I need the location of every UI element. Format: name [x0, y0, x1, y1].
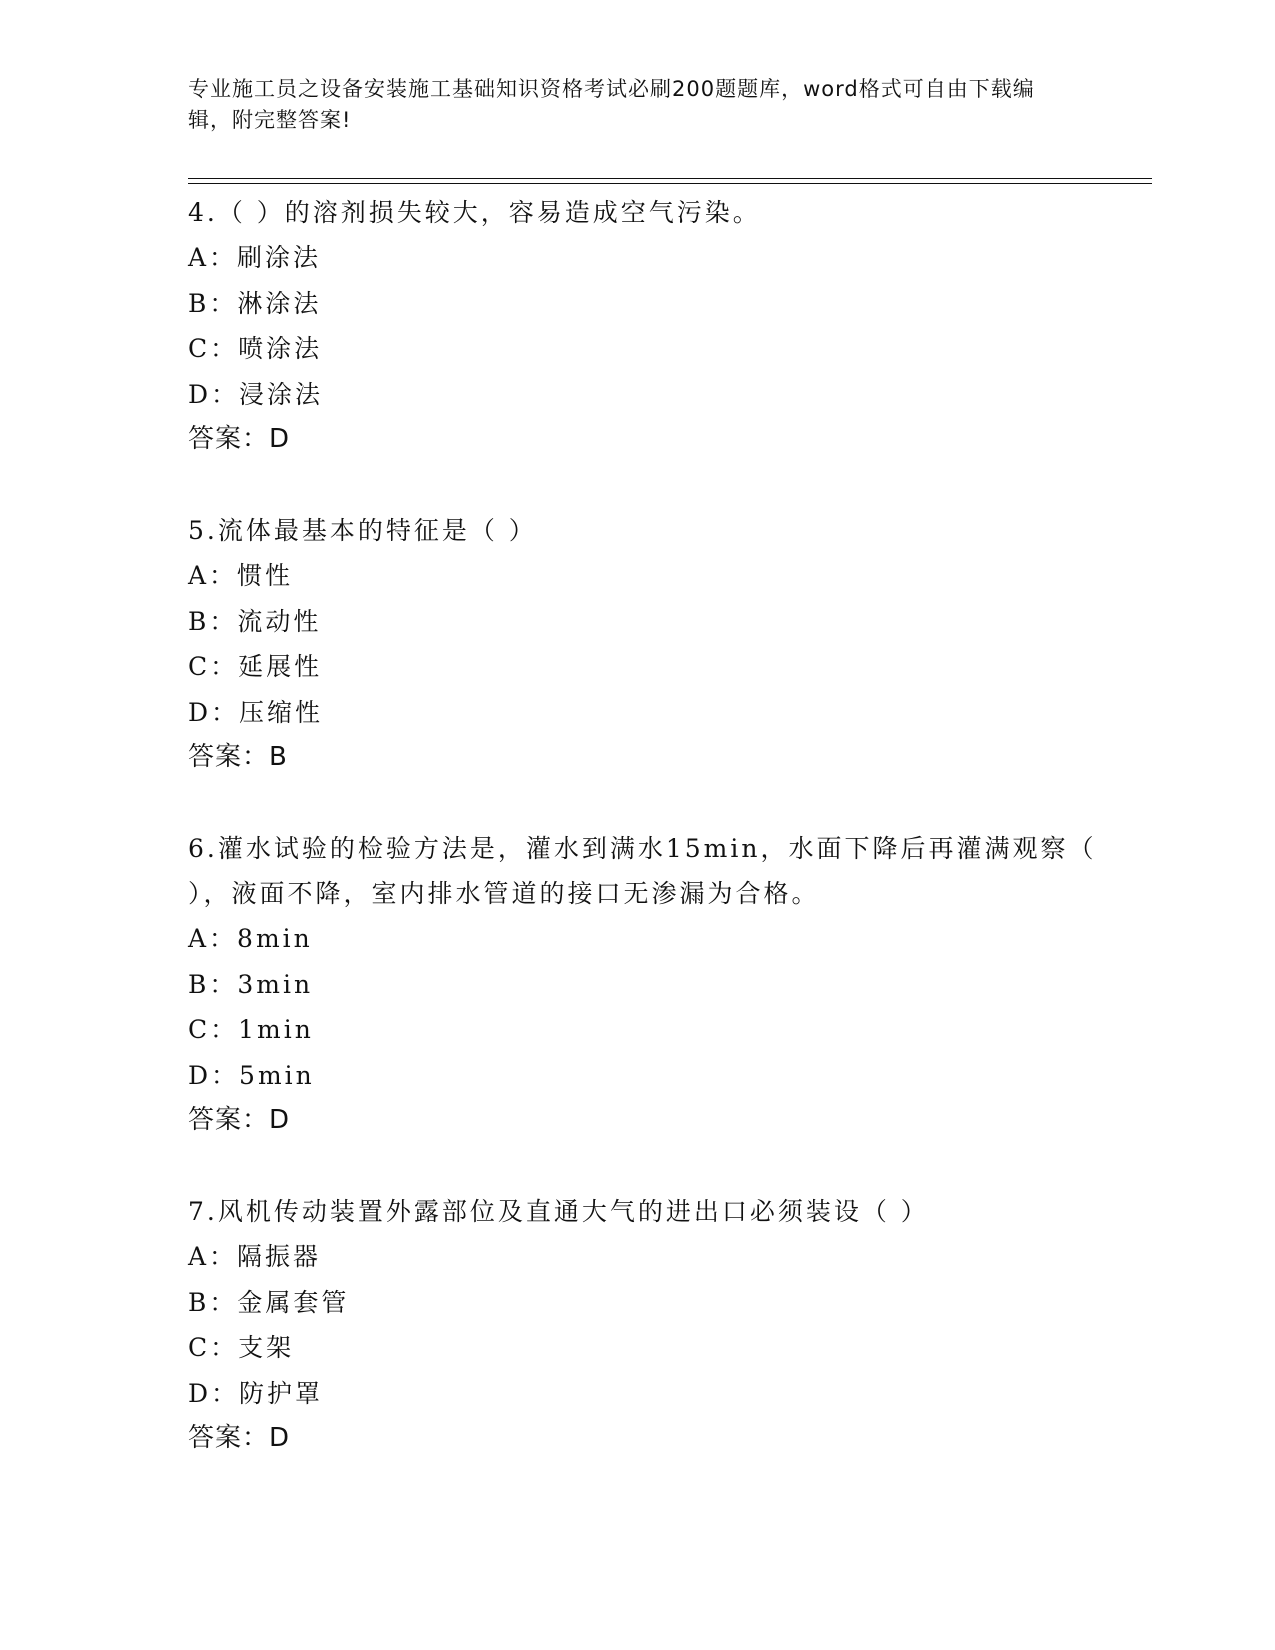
question-7: [188, 1189, 1148, 1461]
option-c: C：延展性: [188, 652, 323, 681]
option-d: D：浸涂法: [188, 379, 324, 409]
option-a: A：8min: [188, 924, 313, 953]
question-4: [188, 190, 1148, 462]
option-c: C：1min: [188, 1015, 314, 1044]
option-b: B：流动性: [188, 606, 322, 636]
question-6: [188, 826, 1148, 1143]
option-d: D：压缩性: [188, 697, 324, 727]
question-list: [188, 190, 1148, 1507]
option-c: C：支架: [188, 1333, 295, 1362]
answer: 答案：B: [188, 742, 288, 772]
answer: 答案：D: [188, 1105, 291, 1135]
option-d: D：5min: [188, 1060, 315, 1090]
option-b: B：淋涂法: [188, 288, 322, 318]
question-stem: 6.灌水试验的检验方法是，灌水到满水15min，水面下降后再灌满观察（ ），液面不降，室内排水管道的接口无渗漏为合格。: [188, 834, 1097, 908]
option-a: A：隔振器: [188, 1242, 322, 1271]
option-a: A：惯性: [188, 561, 294, 590]
option-b: B：3min: [188, 969, 314, 999]
option-b: B：金属套管: [188, 1287, 350, 1317]
question-5: [188, 508, 1148, 780]
document-header: 专业施工员之设备安装施工基础知识资格考试必刷200题题库，word格式可自由下载编辑，附完整答案!: [188, 77, 1035, 132]
header-divider-top: [188, 178, 1152, 179]
option-d: D：防护罩: [188, 1378, 324, 1408]
answer: 答案：D: [188, 1423, 291, 1453]
option-a: A：刷涂法: [188, 243, 322, 272]
question-stem: 7.风机传动装置外露部位及直通大气的进出口必须装设（ ）: [188, 1197, 929, 1226]
option-c: C：喷涂法: [188, 334, 323, 363]
question-stem: 5.流体最基本的特征是（ ）: [188, 516, 537, 545]
answer: 答案：D: [188, 424, 291, 454]
question-stem: 4.（ ）的溶剂损失较大，容易造成空气污染。: [188, 198, 761, 227]
header-divider-bottom: [188, 183, 1152, 184]
